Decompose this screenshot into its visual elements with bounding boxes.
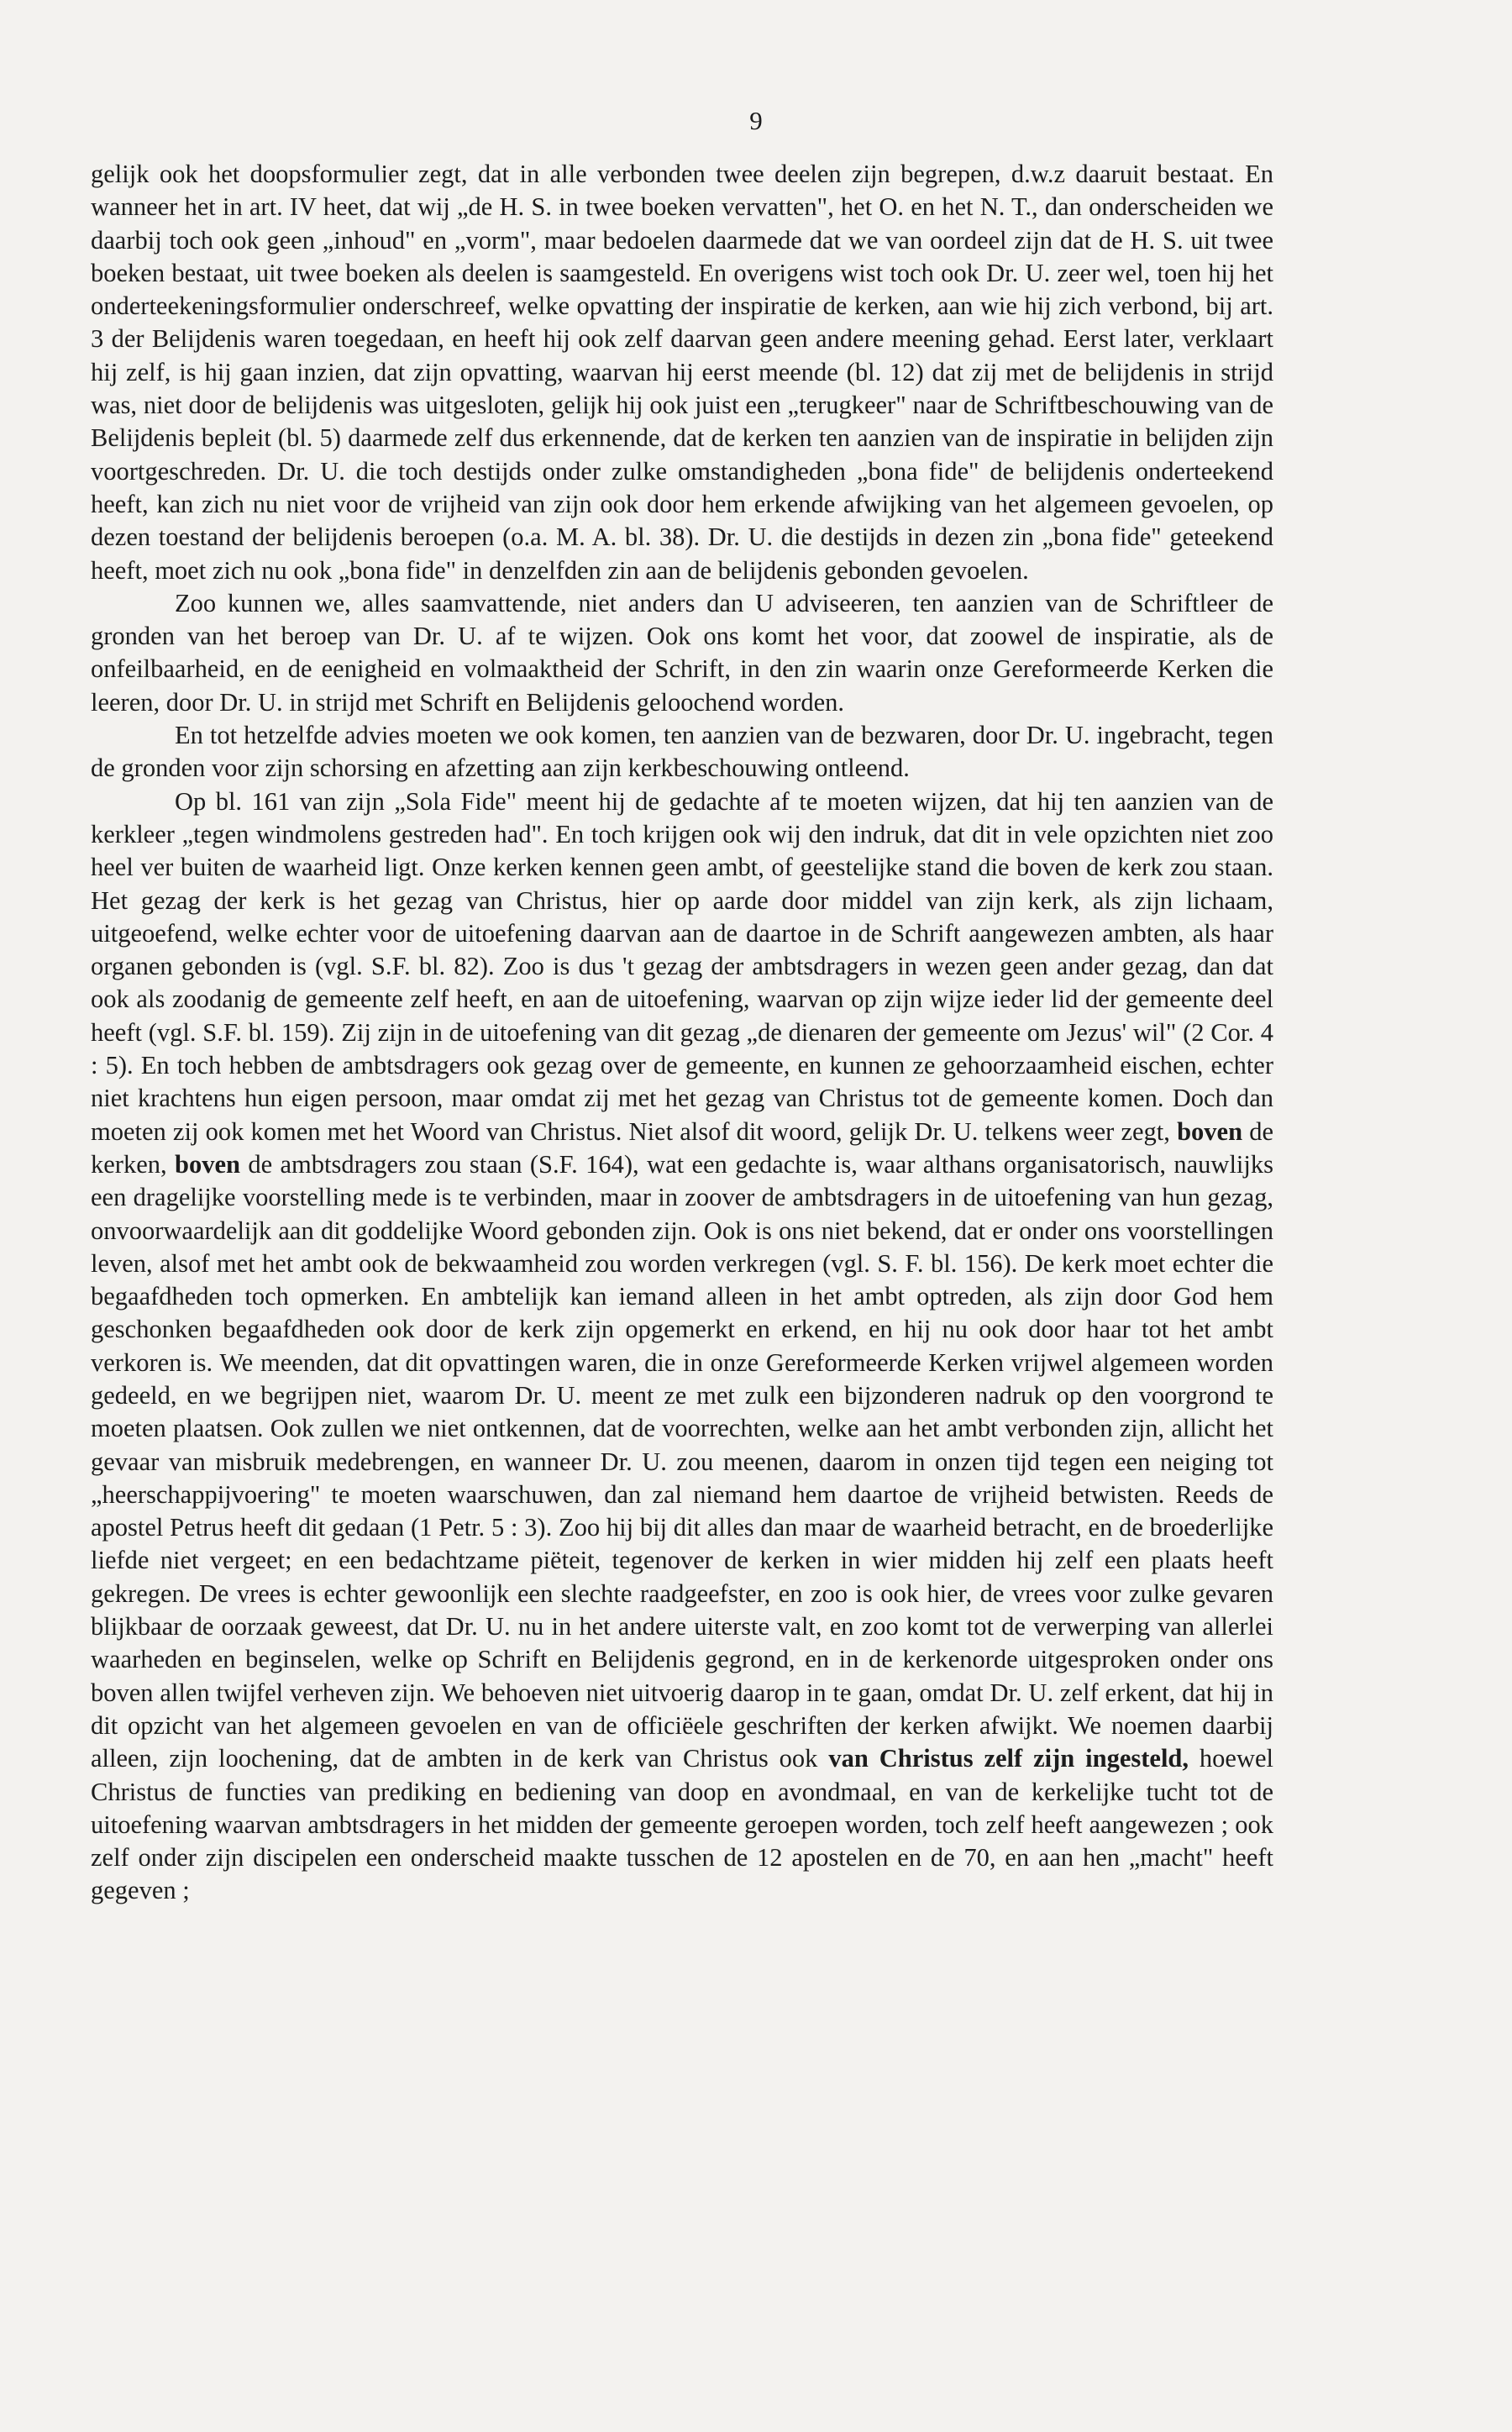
paragraph-4 [91, 785, 1273, 1908]
emphasis-van-christus: van Christus zelf zijn ingesteld, [828, 1744, 1189, 1773]
emphasis-boven-2: boven [174, 1149, 240, 1179]
paragraph-3: En tot hetzelfde advies moeten we ook komen, ten aanzien van de bezwaren, door Dr. U. ingebracht, tegen de gronden voor zijn schorsing en afzetting aan zijn kerkbeschouwing ontleend. [91, 721, 1273, 783]
paragraph-2: Zoo kunnen we, alles saamvattende, niet anders dan U adviseeren, ten aanzien van de Schriftleer de gronden van het beroep van Dr. U. af te wijzen. Ook ons komt het voor, dat zoowel de inspiratie, als de onfeilbaarheid, en de eenigheid en volmaaktheid der Schrift, in den zin waarin onze Gereformeerde Kerken die leeren, door Dr. U. in strijd met Schrift en Belijdenis geloochend worden. [91, 588, 1273, 717]
paragraph-4-part-3: de ambtsdragers zou staan (S.F. 164), wat een gedachte is, waar althans organisatorisch, nauwlijks een dragelijke voorstelling mede is te verbinden, maar in zoover de ambtsdragers in de uitoefening van hun gezag, onvoorwaardelijk aan dit goddelijke Woord gebonden zijn. Ook is ons niet bekend, dat er onder ons voorstellingen leven, alsof met het ambt ook de bekwaamheid zou worden verkregen (vgl. S. F. bl. 156). De kerk moet echter die begaafdheden toch opmerken. En ambtelijk kan iemand alleen in het ambt optreden, als zijn door God hem geschonken begaafdheden ook door de kerk zijn opgemerkt en erkend, en hij nu ook door haar tot het ambt verkoren is. We meenden, dat dit opvattingen waren, die in onze Gereformeerde Kerken vrijwel algemeen worden gedeeld, en we begrijpen niet, waarom Dr. U. meent ze met zulk een bijzonderen nadruk op den voorgrond te moeten plaatsen. Ook zullen we niet ontkennen, dat de voorrechten, welke aan het ambt verbonden zijn, allicht het gevaar van misbruik medebrengen, en wanneer Dr. U. zou meenen, daarom in onzen tijd tegen een neiging tot „heerschappijvoering" te moeten waarschuwen, dan zal niemand hem daartoe de vrijheid betwisten. Reeds de apostel Petrus heeft dit gedaan (1 Petr. 5 : 3). Zoo hij bij dit alles dan maar de waarheid betracht, en de broederlijke liefde niet vergeet; en een bedachtzame piëteit, tegenover de kerken in wier midden hij zelf een plaats heeft gekregen. De vrees is echter gewoonlijk een slechte raadgeefster, en zoo is ook hier, de vrees voor zulke gevaren blijkbaar de oorzaak geweest, dat Dr. U. nu in het andere uiterste valt, en zoo komt tot de verwerping van allerlei waarheden en beginselen, welke op Schrift en Belijdenis gegrond, en in de kerkenorde uitgesproken onder ons boven allen twijfel verheven zijn. We behoeven niet uitvoerig daarop in te gaan, omdat Dr. U. zelf erkent, dat hij in dit opzicht van het algemeen gevoelen en van de officiëele geschriften der kerken afwijkt. We noemen daarbij alleen, zijn loochening, dat de ambten in de kerk van Christus ook [91, 1149, 1273, 1773]
paragraph-1: gelijk ook het doopsformulier zegt, dat in alle verbonden twee deelen zijn begrepen, d.w.z daaruit bestaat. En wanneer het in art. IV heet, dat wij „de H. S. in twee boeken vervatten", het O. en het N. T., dan onderscheiden we daarbij toch ook geen „inhoud" en „vorm", maar bedoelen daarmede dat we van oordeel zijn dat de H. S. uit twee boeken bestaat, uit twee boeken als deelen is saamgesteld. En overigens wist toch ook Dr. U. zeer wel, toen hij het onderteekeningsformulier onderschreef, welke opvatting der inspiratie de kerken, aan wie hij zich verbond, bij art. 3 der Belijdenis waren toegedaan, en heeft hij ook zelf daarvan geen andere meening gehad. Eerst later, verklaart hij zelf, is hij gaan inzien, dat zijn opvatting, waarvan hij eerst meende (bl. 12) dat zij met de belijdenis in strijd was, niet door de belijdenis was uitgesloten, gelijk hij ook juist een „terugkeer" naar de Schriftbeschouwing van de Belijdenis bepleit (bl. 5) daarmede zelf dus erkennende, dat de kerken ten aanzien van de inspiratie in belijden zijn voortgeschreden. Dr. U. die toch destijds onder zulke omstandigheden „bona fide" de belijdenis onderteekend heeft, kan zich nu niet voor de vrijheid van zijn ook door hem erkende afwijking van het algemeen gevoelen, op dezen toestand der belijdenis beroepen (o.a. M. A. bl. 38). Dr. U. die destijds in dezen zin „bona fide" geteekend heeft, moet zich nu ook „bona fide" in denzelfden zin aan de belijdenis gebonden gevoelen. [91, 160, 1273, 585]
emphasis-boven-1: boven [1177, 1116, 1243, 1146]
body-text [91, 158, 1273, 1908]
paragraph-4-part-2: de kerken, [91, 1116, 1273, 1179]
page-number: 9 [749, 106, 763, 135]
paragraph-4-part-1: Op bl. 161 van zijn „Sola Fide" meent hij de gedachte af te moeten wijzen, dat hij ten aanzien van de kerkleer „tegen windmolens gestreden had". En toch krijgen ook wij den indruk, dat dit in vele opzichten niet zoo heel ver buiten de waarheid ligt. Onze kerken kennen geen ambt, of geestelijke stand die boven de kerk zou staan. Het gezag der kerk is het gezag van Christus, hier op aarde door middel van zijn kerk, als zijn lichaam, uitgeoefend, welke echter voor de uitoefening daarvan aan de daartoe in de Schrift aangewezen ambten, als haar organen gebonden is (vgl. S.F. bl. 82). Zoo is dus 't gezag der ambtsdragers in wezen geen ander gezag, dan dat ook als zoodanig de gemeente zelf heeft, en aan de uitoefening, waarvan op zijn wijze ieder lid der gemeente deel heeft (vgl. S.F. bl. 159). Zij zijn in de uitoefening van dit gezag „de dienaren der gemeente om Jezus' wil" (2 Cor. 4 : 5). En toch hebben de ambtsdragers ook gezag over de gemeente, en kunnen ze gehoorzaamheid eischen, echter niet krachtens hun eigen persoon, maar omdat zij met het gezag van Christus tot de gemeente komen. Doch dan moeten zij ook komen met het Woord van Christus. Niet alsof dit woord, gelijk Dr. U. telkens weer zegt, [91, 786, 1273, 1146]
paragraph-4-part-4: hoewel Christus de functies van prediking en bediening van doop en avondmaal, en van de kerkelijke tucht tot de uitoefening waarvan ambtsdragers in het midden der gemeente geroepen worden, toch zelf heeft aangewezen ; ook zelf onder zijn discipelen een onderscheid maakte tusschen de 12 apostelen en de 70, en aan hen „macht" heeft gegeven ; [91, 1744, 1273, 1905]
